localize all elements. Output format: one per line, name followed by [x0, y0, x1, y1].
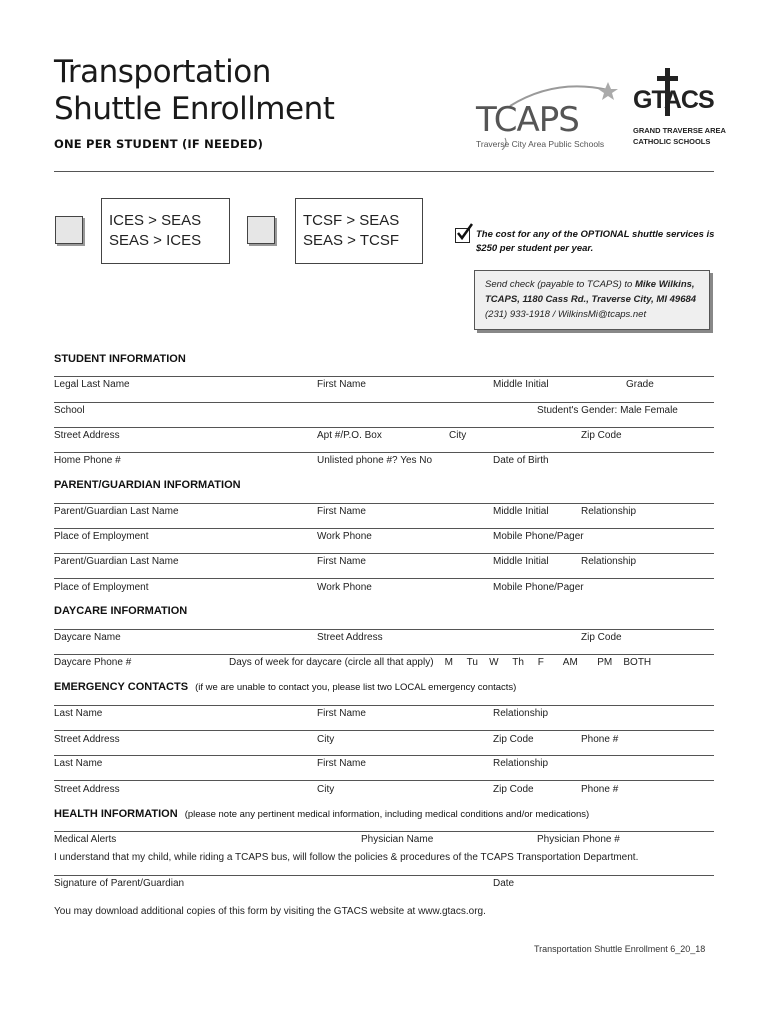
signature-field[interactable]: Signature of Parent/Guardian [54, 878, 185, 889]
emergency2-zip-field[interactable]: Zip Code [493, 784, 534, 795]
form-code: Transportation Shuttle Enrollment 6_20_18 [534, 944, 706, 954]
daycare-days-field[interactable]: Days of week for daycare (circle all that apply) M Tu W Th F AM PM BOTH [229, 657, 652, 668]
rule [54, 427, 714, 428]
city-field[interactable]: City [449, 430, 467, 441]
guardian-middle-initial-field[interactable]: Middle Initial [493, 506, 549, 517]
rule [54, 553, 714, 554]
option-ices-seas-checkbox[interactable] [55, 216, 83, 244]
option-label: SEAS > TCSF [303, 232, 400, 249]
rule [54, 528, 714, 529]
emergency-heading-text: EMERGENCY CONTACTS [54, 681, 189, 693]
emergency-section-heading [54, 681, 516, 693]
rule [54, 831, 714, 832]
middle-initial-field[interactable]: Middle Initial [493, 379, 549, 390]
title-line-1: Transportation [54, 54, 271, 90]
emergency1-street-field[interactable]: Street Address [54, 734, 120, 745]
guardian-section-heading: PARENT/GUARDIAN INFORMATION [54, 479, 241, 491]
rule [54, 452, 714, 453]
rule [54, 402, 714, 403]
emergency2-last-name-field[interactable]: Last Name [54, 758, 103, 769]
emergency1-first-name-field[interactable]: First Name [317, 708, 366, 719]
emergency1-last-name-field[interactable]: Last Name [54, 708, 103, 719]
rule [54, 654, 714, 655]
health-section-heading [54, 808, 589, 820]
checkmark-icon [455, 228, 470, 243]
emergency1-city-field[interactable]: City [317, 734, 335, 745]
tcaps-logo [470, 78, 620, 150]
guardian2-first-name-field[interactable]: First Name [317, 556, 366, 567]
guardian2-work-phone-field[interactable]: Work Phone [317, 582, 372, 593]
physician-name-field[interactable]: Physician Name [361, 834, 434, 845]
daycare-name-field[interactable]: Daycare Name [54, 632, 121, 643]
grade-field[interactable]: Grade [626, 379, 654, 390]
payment-box [474, 270, 710, 330]
page-title [54, 54, 334, 128]
gtacs-logo [633, 68, 726, 152]
physician-phone-field[interactable]: Physician Phone # [537, 834, 620, 845]
guardian2-relationship-field[interactable]: Relationship [581, 556, 637, 567]
daycare-zip-field[interactable]: Zip Code [581, 632, 622, 643]
rule [54, 730, 714, 731]
zip-field[interactable]: Zip Code [581, 430, 622, 441]
rule [54, 578, 714, 579]
street-address-field[interactable]: Street Address [54, 430, 120, 441]
rule [54, 376, 714, 377]
guardian-employment-field[interactable]: Place of Employment [54, 531, 149, 542]
guardian-last-name-field[interactable]: Parent/Guardian Last Name [54, 506, 179, 517]
emergency1-relationship-field[interactable]: Relationship [493, 708, 549, 719]
daycare-street-field[interactable]: Street Address [317, 632, 383, 643]
apt-field[interactable]: Apt #/P.O. Box [317, 430, 382, 441]
student-section-heading: STUDENT INFORMATION [54, 353, 186, 365]
guardian2-mobile-field[interactable]: Mobile Phone/Pager [493, 582, 584, 593]
legal-last-name-field[interactable]: Legal Last Name [54, 379, 130, 390]
option-label: TCSF > SEAS [303, 212, 400, 229]
payment-address: TCAPS, 1180 Cass Rd., Traverse City, MI 49684 [485, 294, 697, 305]
payment-contact: (231) 933-1918 / WilkinsMi@tcaps.net [485, 309, 647, 320]
guardian-relationship-field[interactable]: Relationship [581, 506, 637, 517]
gtacs-line-1: GRAND TRAVERSE AREA [633, 126, 726, 135]
emergency1-phone-field[interactable]: Phone # [581, 734, 619, 745]
health-heading-text: HEALTH INFORMATION [54, 808, 178, 820]
option-tcsf-seas-checkbox[interactable] [247, 216, 275, 244]
guardian-first-name-field[interactable]: First Name [317, 506, 366, 517]
rule [54, 705, 714, 706]
option-label: ICES > SEAS [109, 212, 202, 229]
rule [54, 875, 714, 876]
payment-name: Mike Wilkins, [634, 279, 695, 290]
tcaps-wordmark: TCAPS [476, 100, 579, 140]
rule [54, 503, 714, 504]
dob-field[interactable]: Date of Birth [493, 455, 549, 466]
health-note: (please note any pertinent medical information, including medical conditions and/or medications) [184, 809, 590, 820]
rule [54, 755, 714, 756]
tcaps-tagline: Traverse City Area Public Schools [476, 139, 605, 149]
gtacs-wordmark: GTACS [633, 86, 714, 114]
agreement-text: I understand that my child, while riding a TCAPS bus, will follow the policies & procedures of the TCAPS Transportation Department. [54, 852, 639, 863]
rule [54, 629, 714, 630]
option-ices-seas [101, 198, 230, 264]
header-divider [54, 171, 714, 172]
cost-note: The cost for any of the OPTIONAL shuttle services is $250 per student per year. [476, 229, 715, 254]
emergency2-phone-field[interactable]: Phone # [581, 784, 619, 795]
title-line-2: Shuttle Enrollment [54, 91, 335, 127]
school-field[interactable]: School [54, 405, 85, 416]
medical-alerts-field[interactable]: Medical Alerts [54, 834, 117, 845]
payment-prefix: Send check (payable to TCAPS) to [485, 279, 635, 290]
guardian-mobile-field[interactable]: Mobile Phone/Pager [493, 531, 584, 542]
home-phone-field[interactable]: Home Phone # [54, 455, 121, 466]
download-note: You may download additional copies of this form by visiting the GTACS website at www.gtacs.org. [54, 906, 486, 917]
page-subtitle: ONE PER STUDENT (IF NEEDED) [54, 137, 264, 151]
emergency-note: (if we are unable to contact you, please list two LOCAL emergency contacts) [195, 682, 517, 693]
unlisted-phone-field[interactable]: Unlisted phone #? Yes No [317, 455, 433, 466]
daycare-phone-field[interactable]: Daycare Phone # [54, 657, 132, 668]
emergency2-relationship-field[interactable]: Relationship [493, 758, 549, 769]
guardian-work-phone-field[interactable]: Work Phone [317, 531, 372, 542]
emergency2-street-field[interactable]: Street Address [54, 784, 120, 795]
guardian2-last-name-field[interactable]: Parent/Guardian Last Name [54, 556, 179, 567]
guardian2-employment-field[interactable]: Place of Employment [54, 582, 149, 593]
emergency2-first-name-field[interactable]: First Name [317, 758, 366, 769]
guardian2-middle-initial-field[interactable]: Middle Initial [493, 556, 549, 567]
gender-field[interactable]: Student's Gender: Male Female [537, 405, 678, 416]
first-name-field[interactable]: First Name [317, 379, 366, 390]
option-label: SEAS > ICES [109, 232, 202, 249]
gtacs-line-2: CATHOLIC SCHOOLS [633, 137, 711, 146]
emergency1-zip-field[interactable]: Zip Code [493, 734, 534, 745]
option-tcsf-seas [295, 198, 423, 264]
daycare-section-heading: DAYCARE INFORMATION [54, 605, 188, 617]
date-field[interactable]: Date [493, 878, 515, 889]
emergency2-city-field[interactable]: City [317, 784, 335, 795]
rule [54, 780, 714, 781]
